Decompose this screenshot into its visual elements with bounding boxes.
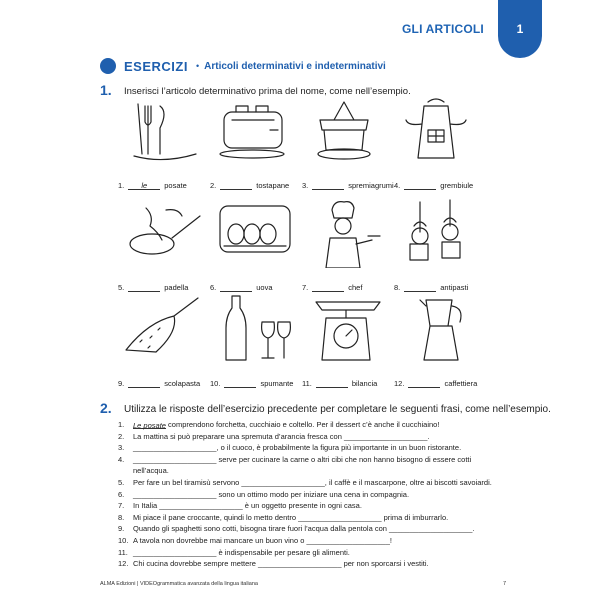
article-blank[interactable]: le: [128, 181, 160, 190]
picture-item: [394, 292, 486, 388]
picture-item: [394, 196, 486, 292]
item-number: 3.: [302, 181, 309, 190]
sentence-number: 8.: [118, 512, 125, 522]
sentence-text: Chi cucina dovrebbe sempre mettere ____________________ per non sporcarsi i vestiti.: [133, 559, 429, 569]
picture-caption: [210, 379, 293, 388]
item-number: 12.: [394, 379, 405, 388]
sentence-row: [118, 490, 409, 499]
picture-item: [302, 94, 394, 190]
eggs-icon: [210, 196, 302, 268]
sentence-number: 1.: [118, 420, 125, 429]
appetizers-icon: [394, 196, 486, 268]
sentence-number: 5.: [118, 478, 125, 487]
item-word: spremiagrumi: [348, 181, 394, 190]
sentence-number: 3.: [118, 443, 125, 453]
sentence-number: 7.: [118, 501, 125, 511]
item-number: 11.: [302, 379, 312, 388]
sentence-text: A tavola non dovrebbe mai mancare un buon vino o ____________________!: [133, 536, 392, 545]
item-word: padella: [164, 283, 189, 292]
scale-icon: [302, 292, 394, 364]
question-2-number: 2.: [100, 400, 112, 416]
sentence-number: 11.: [118, 547, 128, 557]
picture-caption: [394, 283, 468, 292]
sentence-number: 6.: [118, 489, 125, 499]
picture-caption: [118, 379, 200, 388]
question-1-number: 1.: [100, 82, 112, 98]
sentence-text: ____________________ serve per cucinare la carne o altri cibi che non hanno bisogno di essere cotti: [133, 454, 472, 464]
sentence-text: Per fare un bel tiramisù servono ____________________, il caffè e il mascarpone, oltre ai biscotti savoiardi.: [133, 478, 492, 487]
picture-caption: [302, 379, 377, 388]
exercise-title: ESERCIZI: [124, 58, 188, 74]
sentence-row: [118, 536, 392, 545]
article-blank[interactable]: [404, 283, 436, 292]
sentence-text: ____________________ sono un ottimo modo per iniziare una cena in compagnia.: [133, 489, 410, 499]
picture-item: [118, 94, 210, 190]
chapter-number-tab: 1: [498, 0, 542, 58]
sentence-number: 2.: [118, 431, 125, 441]
item-word: caffettiera: [444, 379, 478, 388]
sentence-text: ____________________, o il cuoco, è probabilmente la figura più importante in un buon ristorante.: [133, 443, 462, 453]
picture-item: [118, 196, 210, 292]
bullet-separator: •: [195, 61, 200, 71]
item-word: bilancia: [351, 379, 378, 388]
sentence-row: [118, 478, 492, 487]
picture-item: [302, 292, 394, 388]
item-number: 7.: [302, 283, 309, 292]
article-blank[interactable]: [312, 181, 344, 190]
sentence-row: [118, 432, 429, 441]
section-dot-icon: [100, 58, 116, 74]
sentence-row: [118, 559, 429, 568]
sentence-number: 9.: [118, 524, 125, 534]
picture-item: [210, 94, 302, 190]
picture-caption: [118, 181, 187, 190]
item-number: 10.: [210, 379, 221, 388]
item-word: posate: [164, 181, 187, 190]
colander-icon: [118, 292, 210, 364]
sentence-number: 10.: [118, 536, 129, 545]
article-blank[interactable]: [316, 379, 348, 388]
exercise-heading: [100, 58, 386, 74]
article-blank[interactable]: [408, 379, 440, 388]
picture-caption: [394, 181, 473, 190]
question-1-instruction: Inserisci l’articolo determinativo prima del nome, come nell’esempio.: [124, 86, 411, 97]
juicer-icon: [302, 94, 394, 166]
item-number: 4.: [394, 181, 401, 190]
item-number: 5.: [118, 283, 125, 292]
picture-caption: [302, 283, 362, 292]
toaster-icon: [210, 94, 302, 166]
sentence-row: [118, 524, 475, 533]
sentence-row: [118, 513, 448, 522]
sentence-row: [118, 443, 461, 452]
item-number: 1.: [118, 181, 125, 190]
sentence-row: [118, 420, 439, 429]
sparkling-wine-icon: [210, 292, 302, 364]
cutlery-icon: [118, 94, 210, 166]
sentence-text: comprendono forchetta, cucchiaio e coltello. Per il dessert c’è anche il cucchiaino!: [165, 420, 440, 429]
sentence-row: [118, 501, 362, 510]
sentence-text: Quando gli spaghetti sono cotti, bisogna tirare fuori l’acqua dalla pentola con ____________________.: [133, 524, 475, 534]
article-blank[interactable]: [128, 283, 160, 292]
sentence-text: La mattina si può preparare una spremuta d’arancia fresca con ____________________.: [133, 431, 430, 441]
picture-caption: [302, 181, 394, 190]
sentence-row: [118, 548, 350, 557]
item-number: 6.: [210, 283, 217, 292]
exercise-subtitle: Articoli determinativi e indeterminativi: [204, 60, 386, 72]
sentence-text: In Italia ____________________ è un oggetto presente in ogni casa.: [133, 501, 362, 511]
article-blank[interactable]: [220, 283, 252, 292]
item-word: antipasti: [440, 283, 469, 292]
article-blank[interactable]: [224, 379, 256, 388]
sentence-text: Mi piace il pane croccante, quindi lo metto dentro ____________________ prima di imburrarlo.: [133, 512, 449, 522]
sentence-text: nell’acqua.: [133, 466, 169, 476]
question-2-instruction: Utilizza le risposte dell’esercizio precedente per completare le seguenti frasi, come nell’esempio.: [124, 404, 551, 415]
picture-item: [210, 292, 302, 388]
answer-example: Le posate: [133, 421, 166, 430]
chapter-title: GLI ARTICOLI: [402, 22, 484, 36]
picture-caption: [210, 181, 289, 190]
picture-item: [394, 94, 486, 190]
picture-caption: [210, 283, 273, 292]
article-blank[interactable]: [404, 181, 436, 190]
item-number: 9.: [118, 379, 125, 388]
sentence-number: 4.: [118, 454, 125, 464]
frying-pan-icon: [118, 196, 210, 268]
item-number: 2.: [210, 181, 217, 190]
item-word: tostapane: [256, 181, 290, 190]
article-blank[interactable]: [220, 181, 252, 190]
apron-icon: [394, 94, 486, 166]
moka-pot-icon: [394, 292, 486, 364]
picture-item: [118, 292, 210, 388]
chef-icon: [302, 196, 394, 268]
sentence-text: ____________________ è indispensabile per pesare gli alimenti.: [133, 547, 350, 557]
sentence-row: [118, 455, 471, 464]
article-blank[interactable]: [128, 379, 160, 388]
page-number: 7: [503, 581, 507, 587]
picture-item: [302, 196, 394, 292]
item-word: grembiule: [440, 181, 474, 190]
sentence-number: 12.: [118, 559, 129, 569]
footer-publisher: ALMA Edizioni | VIDEOgrammatica avanzata della lingua italiana: [100, 581, 258, 587]
item-word: scolapasta: [164, 379, 201, 388]
item-word: chef: [348, 283, 363, 292]
item-number: 8.: [394, 283, 401, 292]
picture-item: [210, 196, 302, 292]
sentence-row: [133, 466, 169, 475]
picture-caption: [394, 379, 477, 388]
picture-caption: [118, 283, 188, 292]
article-blank[interactable]: [312, 283, 344, 292]
item-word: uova: [256, 283, 273, 292]
item-word: spumante: [260, 379, 294, 388]
